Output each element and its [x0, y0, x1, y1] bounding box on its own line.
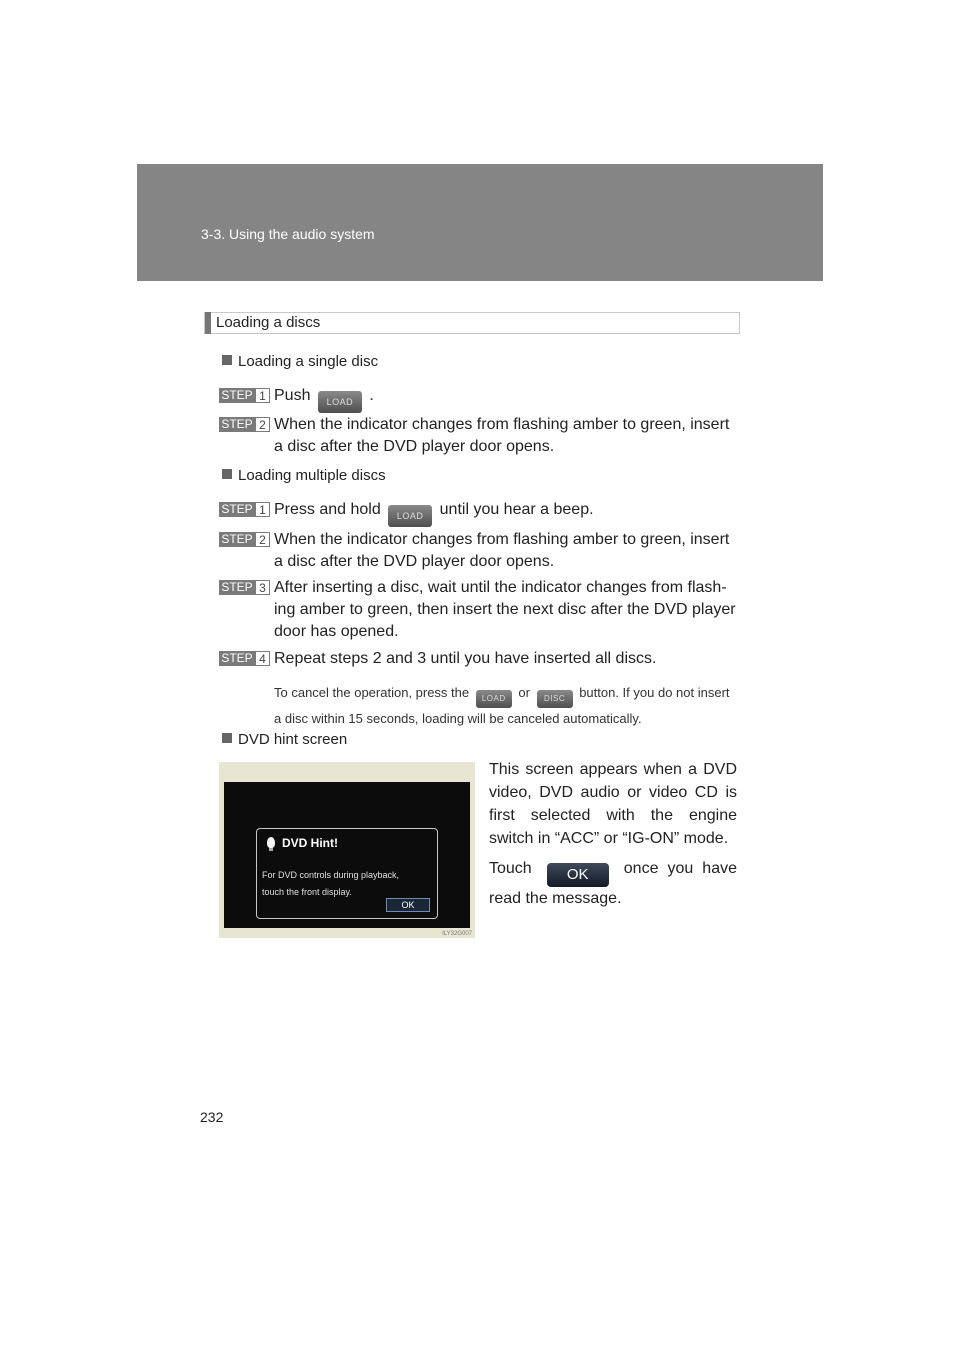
section-title-bar: [204, 312, 740, 334]
step-badge: STEP 2: [219, 532, 270, 547]
square-bullet-icon: [222, 733, 232, 743]
step-text: When the indicator changes from flashing amber to green, insert a disc after the DVD player door opens.: [274, 531, 730, 570]
hint-dialog: [256, 828, 438, 919]
step-text: Push LOAD .: [274, 385, 737, 413]
hint-dialog-title: DVD Hint!: [282, 836, 338, 850]
hint-screen: [224, 782, 470, 928]
chapter-title: 3-3. Using the audio system: [201, 226, 375, 242]
header-band: [137, 164, 823, 281]
hint-description: [489, 758, 737, 917]
square-bullet-icon: [222, 469, 232, 479]
ok-button-icon: OK: [547, 863, 609, 887]
image-code: ILY32G007: [442, 931, 472, 937]
lightbulb-icon: [267, 837, 275, 848]
dvd-hint-screenshot: [219, 762, 475, 938]
step-badge: STEP 3: [219, 580, 270, 595]
step-text: When the indicator changes from flashing amber to green, insert a disc after the DVD player door opens.: [274, 416, 730, 455]
section-accent: [205, 312, 211, 334]
cancel-note: To cancel the operation, press the LOAD or DISC button. If you do not insert a disc within 15 seconds, loading will be canceled automatically.: [274, 685, 730, 726]
load-button-icon: LOAD: [318, 391, 362, 413]
heading-multiple-discs: Loading multiple discs: [222, 467, 386, 484]
page-number: 232: [200, 1109, 224, 1125]
heading-single-disc: Loading a single disc: [222, 353, 378, 370]
hint-paragraph-2: Touch OK once you have read the message.: [489, 860, 737, 907]
section-title: Loading a discs: [216, 314, 321, 331]
step-badge: STEP 4: [219, 651, 270, 666]
step-badge: STEP 1: [219, 502, 270, 517]
step-badge: STEP 2: [219, 417, 270, 432]
step-text: Press and hold LOAD until you hear a beep.: [274, 499, 737, 527]
load-button-icon: LOAD: [388, 505, 432, 527]
step-text: Repeat steps 2 and 3 until you have inserted all discs.: [274, 650, 657, 667]
hint-dialog-message: For DVD controls during playback, touch the front display.: [262, 870, 400, 897]
hint-ok-button: OK: [386, 898, 430, 912]
hint-paragraph-1: This screen appears when a DVD video, DVD audio or video CD is first selected with the engine switch in “ACC” or “IG-ON” mode.: [489, 761, 737, 847]
load-button-icon: LOAD: [476, 690, 512, 708]
step-badge: STEP 1: [219, 388, 270, 403]
disc-button-icon: DISC: [537, 690, 573, 708]
step-text: After inserting a disc, wait until the indicator changes from flash-ing amber to green, then insert the next disc after the DVD player door has opened.: [274, 579, 736, 640]
heading-dvd-hint: DVD hint screen: [222, 731, 347, 748]
square-bullet-icon: [222, 355, 232, 365]
